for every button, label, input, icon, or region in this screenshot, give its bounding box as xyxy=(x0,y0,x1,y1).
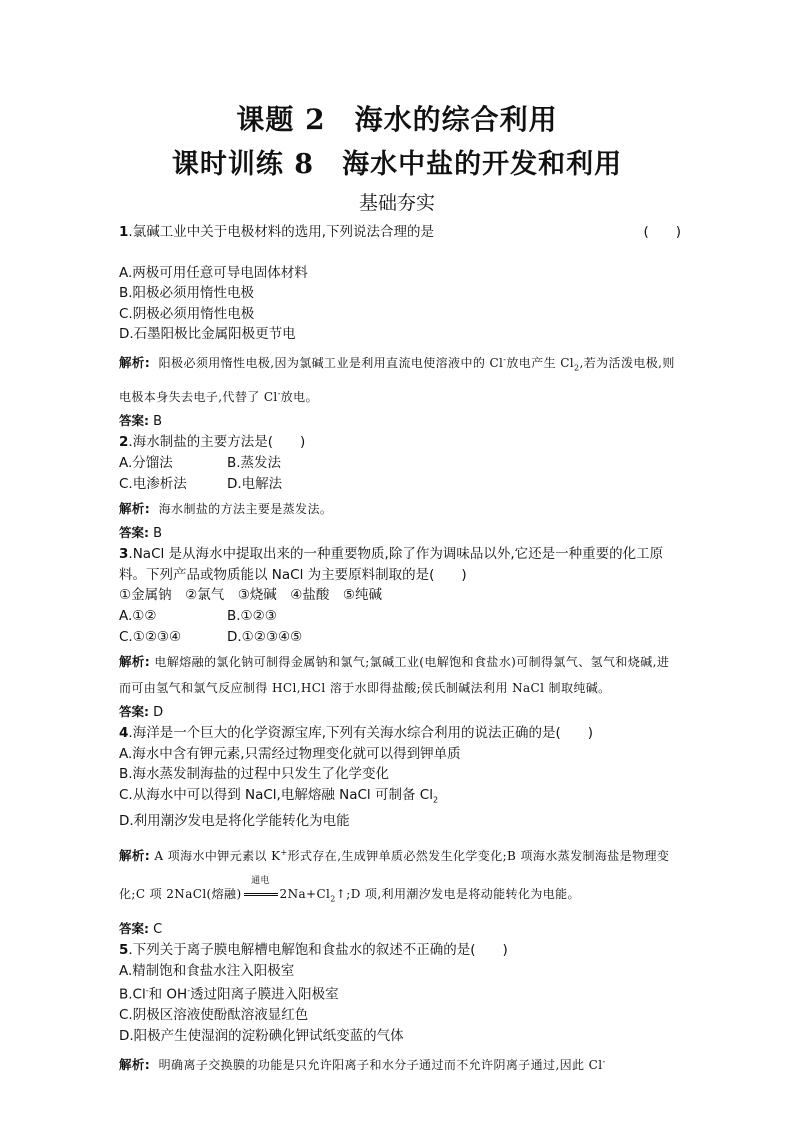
section-title: 基础夯实 xyxy=(358,192,435,214)
question-stem-cont: 料。下列产品或物质能以 NaCl 为主要原料制取的是( ) xyxy=(119,566,467,583)
option-c: C.①②③④ xyxy=(119,628,182,645)
question-1 xyxy=(119,222,681,432)
option-d: D.阳极产生使湿润的淀粉碘化钾试纸变蓝的气体 xyxy=(119,1028,404,1045)
option-c: C.阴极必须用惰性电极 xyxy=(119,305,255,322)
option-b: B.①②③ xyxy=(227,607,277,624)
option-b: B.海水蒸发制海盐的过程中只发生了化学变化 xyxy=(119,766,390,783)
option-a: A.分馏法 xyxy=(119,454,173,471)
option-c: C.电渗析法 xyxy=(119,475,187,492)
question-stem: 3.NaCl 是从海水中提取出来的一种重要物质,除了作为调味品以外,它还是一种重要的化工原 xyxy=(119,546,664,563)
question-2 xyxy=(119,432,681,544)
option-b: B.阳极必须用惰性电极 xyxy=(119,285,255,302)
option-a: A.①② xyxy=(119,607,157,624)
analysis: 解析: 阳极必须用惰性电极,因为氯碱工业是利用直流电使溶液中的 Cl-放电产生 $Cl_2$,若为活泼电极,则电极本身失去电子,代替了 Cl-放电。 xyxy=(119,354,675,405)
question-stem: 5.下列关于离子膜电解槽电解饱和食盐水的叙述不正确的是( ) xyxy=(119,942,508,959)
training-title: 课时训练 8 海水中盐的开发和利用 xyxy=(171,149,623,180)
option-c: C.从海水中可以得到 NaCl,电解熔融 NaCl 可制备 $Cl_2$ xyxy=(119,786,439,805)
answer: 答案: B xyxy=(119,413,163,430)
question-stem: 4.海洋是一个巨大的化学资源宝库,下列有关海水综合利用的说法正确的是( ) xyxy=(119,725,594,742)
option-b: B.蒸发法 xyxy=(227,454,282,471)
analysis: 解析: 海水制盐的方法主要是蒸发法。 xyxy=(119,501,333,517)
question-stem: 2.海水制盐的主要方法是( ) xyxy=(119,434,306,451)
option-a: A.精制饱和食盐水注入阳极室 xyxy=(119,962,295,979)
analysis: 解析: A 项海水中钾元素以 K+形式存在,生成钾单质必然发生化学变化;B 项海水蒸发制海盐是物理变化;C 项 2NaCl(熔融) 通电 $2Na+Cl_2↑;D$ 项,利用潮汐发电是将动能转化为电能。 xyxy=(119,834,681,918)
answer: 答案: C xyxy=(119,921,163,938)
answer-bracket: ( ) xyxy=(643,224,681,240)
option-a: A.两极可用任意可导电固体材料 xyxy=(119,264,308,281)
question-stem: 1.氯碱工业中关于电极材料的选用,下列说法合理的是 ( ) xyxy=(119,222,681,243)
question-list xyxy=(119,222,681,1078)
question-4 xyxy=(119,723,681,940)
answer: 答案: B xyxy=(119,525,163,542)
analysis: 解析: 明确离子交换膜的功能是只允许阳离子和水分子通过而不允许阴离子通过,因此 Cl- xyxy=(119,1056,606,1072)
option-d: D.电解法 xyxy=(227,475,283,492)
option-a: A.海水中含有钾元素,只需经过物理变化就可以得到钾单质 xyxy=(119,745,461,762)
question-3 xyxy=(119,544,681,723)
option-d: D.石墨阳极比金属阳极更节电 xyxy=(119,326,296,343)
option-c: C.阴极区溶液使酚酞溶液显红色 xyxy=(119,1007,309,1024)
lesson-title: 课题 2 海水的综合利用 xyxy=(236,103,558,136)
option-b: B.Cl-和 OH-透过阳离子膜进入阳极室 xyxy=(119,986,339,1003)
option-d: D.①②③④⑤ xyxy=(227,628,303,645)
item-list: ①金属钠 ②氯气 ③烧碱 ④盐酸 ⑤纯碱 xyxy=(119,587,383,604)
option-d: D.利用潮汐发电是将化学能转化为电能 xyxy=(119,813,350,830)
answer: 答案: D xyxy=(119,704,164,721)
question-5 xyxy=(119,940,681,1077)
reaction-arrow: 通电 xyxy=(244,875,278,913)
analysis: 解析: 电解熔融的氯化钠可制得金属钠和氯气;氯碱工业(电解饱和食盐水)可制得氯气、氢气和烧碱,进而可由氢气和氯气反应制得 HCl,HCl 溶于水即得盐酸;侯氏制碱法利用 NaCl 制取纯碱。 xyxy=(119,654,670,696)
